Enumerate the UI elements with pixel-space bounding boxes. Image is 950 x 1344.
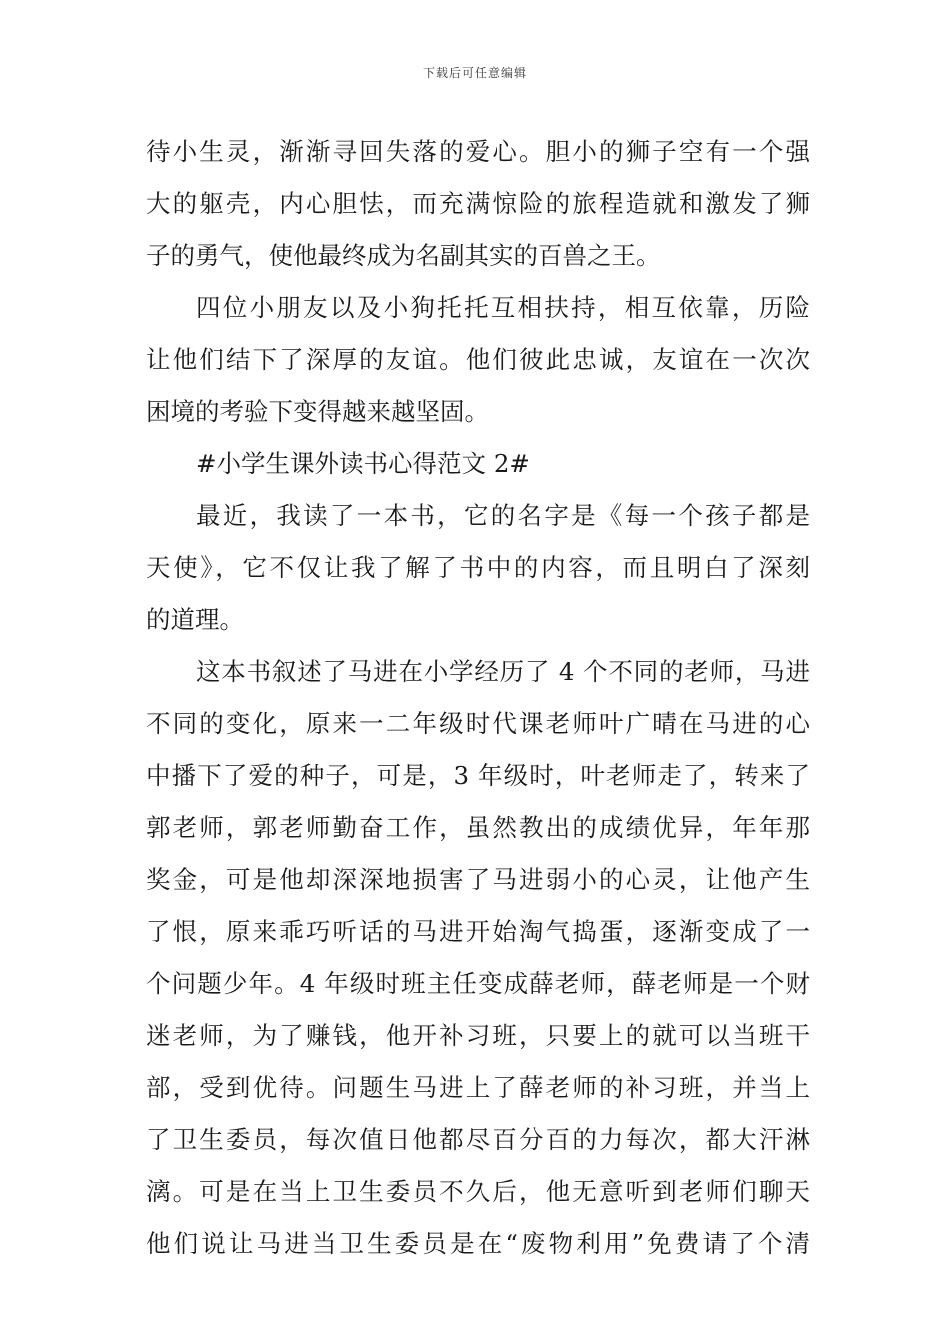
- text-line: 他们说让马进当卫生委员是在“废物利用”免费请了个清: [146, 1229, 810, 1258]
- text-line: 了恨，原来乖巧听话的马进开始淘气捣蛋，逐渐变成了一: [146, 917, 810, 946]
- text-line: 不同的变化，原来一二年级时代课老师叶广晴在马进的心: [146, 709, 810, 738]
- text-line: 四位小朋友以及小狗托托互相扶持，相互依靠，历险: [196, 293, 810, 322]
- text-line: 困境的考验下变得越来越坚固。: [146, 397, 489, 426]
- text-line: 让他们结下了深厚的友谊。他们彼此忠诚，友谊在一次次: [146, 345, 810, 374]
- text-line: 的道理。: [146, 605, 244, 634]
- section-heading: #小学生课外读书心得范文 2#: [196, 449, 530, 478]
- document-body: [146, 126, 810, 1270]
- text-line: 子的勇气，使他最终成为名副其实的百兽之王。: [146, 241, 661, 270]
- text-line: 大的躯壳，内心胆怯，而充满惊险的旅程造就和激发了狮: [146, 189, 810, 218]
- text-line: 待小生灵，渐渐寻回失落的爱心。胆小的狮子空有一个强: [146, 137, 810, 166]
- text-line: 漓。可是在当上卫生委员不久后，他无意听到老师们聊天: [146, 1177, 810, 1206]
- text-line: 了卫生委员，每次值日他都尽百分百的力每次，都大汗淋: [146, 1125, 810, 1154]
- text-line: 中播下了爱的种子，可是，3 年级时，叶老师走了，转来了: [146, 761, 810, 790]
- text-line: 郭老师，郭老师勤奋工作，虽然教出的成绩优异，年年那: [146, 813, 810, 842]
- text-line: 个问题少年。4 年级时班主任变成薛老师，薛老师是一个财: [146, 969, 810, 998]
- page-header: 下载后可任意编辑: [422, 66, 527, 80]
- text-line: 迷老师，为了赚钱，他开补习班，只要上的就可以当班干: [146, 1021, 810, 1050]
- text-line: 这本书叙述了马进在小学经历了 4 个不同的老师，马进: [196, 657, 810, 686]
- text-line: 奖金，可是他却深深地损害了马进弱小的心灵，让他产生: [146, 865, 810, 894]
- text-line: 最近，我读了一本书，它的名字是《每一个孩子都是: [196, 501, 810, 530]
- text-line: 天使》，它不仅让我了解了书中的内容，而且明白了深刻: [146, 553, 810, 582]
- text-line: 部，受到优待。问题生马进上了薛老师的补习班，并当上: [146, 1073, 810, 1102]
